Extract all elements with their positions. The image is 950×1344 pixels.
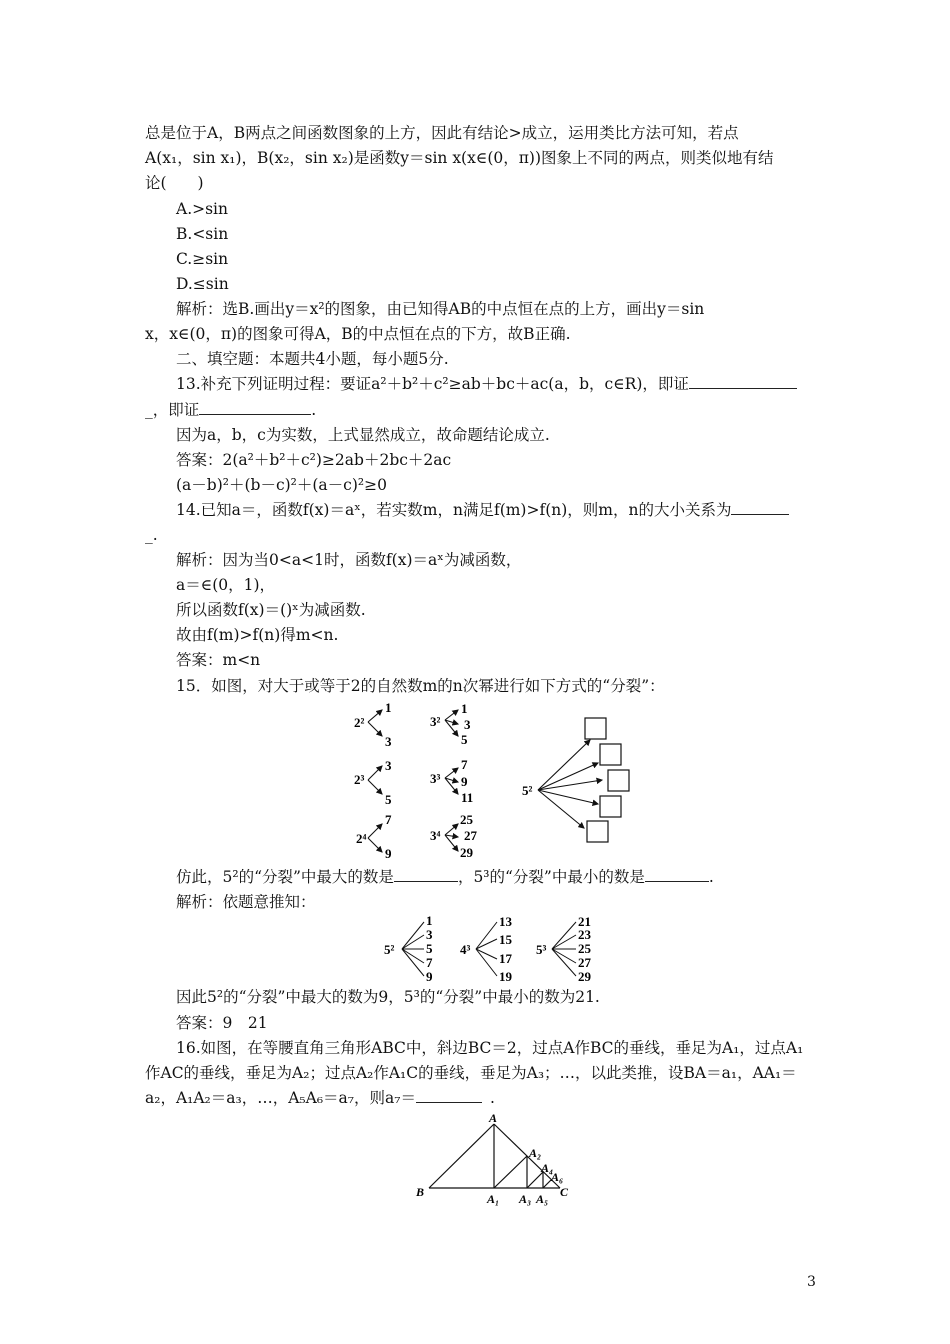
q12-line-1: 总是位于A，B两点之间函数图象的上方，因此有结论>成立，运用类比方法可知，若点 xyxy=(145,124,739,142)
q14-analysis-1: 解析：因为当0<a<1时，函数f(x)＝aˣ为减函数， xyxy=(176,551,522,569)
q14-blank xyxy=(731,500,789,515)
q15-solution-figure xyxy=(380,912,610,984)
q12-analysis-2: x，x∈(0，π)的图象可得A，B的中点恒在点的下方，故B正确. xyxy=(145,325,571,343)
fig2-val: 23 xyxy=(578,927,591,942)
q13-line-3: 因为a，b，c为实数，上式显然成立，故命题结论成立. xyxy=(176,426,550,444)
q12-option-d: D.≤sin xyxy=(176,275,229,293)
q15-analysis: 解析：依题意推知： xyxy=(176,893,316,911)
q13-answer-2: (a－b)²＋(b－c)²＋(a－c)²≥0 xyxy=(176,476,387,494)
q16-blank xyxy=(416,1088,482,1103)
label-A5: A₅ xyxy=(536,1192,549,1206)
fig2-val: 21 xyxy=(578,914,591,929)
fig1-val: 9 xyxy=(385,846,392,861)
q12-option-b: B.<sin xyxy=(176,225,229,243)
label-A1: A₁ xyxy=(487,1192,500,1206)
label-A3: A₃ xyxy=(519,1192,532,1206)
label-A6: A₆ xyxy=(551,1170,564,1184)
fig1-val: 3 xyxy=(385,734,392,749)
label-B: B xyxy=(416,1185,425,1199)
fig2-val: 9 xyxy=(426,969,433,984)
q12-option-c: C.≥sin xyxy=(176,250,229,268)
q15-line-2 xyxy=(176,867,714,887)
q12-line-3: 论( ) xyxy=(145,174,204,192)
fig1-val: 3 xyxy=(464,717,471,732)
q16-line-3 xyxy=(145,1088,495,1108)
q15-text-2a: 仿此，5²的“分裂”中最大的数是 xyxy=(176,868,394,886)
fig2-val: 17 xyxy=(499,951,512,966)
q14-analysis-3: 所以函数f(x)＝()ˣ为减函数. xyxy=(176,601,366,619)
label-C: C xyxy=(560,1185,569,1199)
fig2-val: 3 xyxy=(426,927,433,942)
fig1-val: 29 xyxy=(460,845,473,860)
fig1-base-2-4: 2⁴ xyxy=(356,831,367,846)
fig1-val: 5 xyxy=(461,732,468,747)
fig2-val: 15 xyxy=(499,932,512,947)
q15-blank-1 xyxy=(394,867,458,882)
fig2-val: 25 xyxy=(578,941,591,956)
page-number: 3 xyxy=(807,1274,816,1290)
fig2-base-5-2: 5² xyxy=(384,942,395,957)
fig1-val: 25 xyxy=(460,812,473,827)
q13-blank-1 xyxy=(689,374,797,389)
q13-text-2b: . xyxy=(311,401,317,419)
fig1-val: 7 xyxy=(461,757,468,772)
q13-line-1 xyxy=(176,374,797,394)
label-A4: A₄ xyxy=(541,1161,554,1175)
fig2-val: 7 xyxy=(426,955,433,970)
q16-line-1: 16.如图，在等腰直角三角形ABC中，斜边BC＝2，过点A作BC的垂线，垂足为A₁，过点A₁ xyxy=(176,1039,804,1057)
q14-analysis-4: 故由f(m)>f(n)得m<n. xyxy=(176,626,339,644)
q15-answer: 答案：9 21 xyxy=(176,1014,268,1032)
q13-line-2 xyxy=(145,400,316,420)
q12-analysis-1: 解析：选B.画出y＝x²的图象，由已知得AB的中点恒在点的上方，画出y＝sin xyxy=(176,300,705,318)
fig1-base-2-2: 2² xyxy=(354,715,365,730)
q15-text-2c: . xyxy=(708,868,714,886)
q15-blank-2 xyxy=(645,867,709,882)
fig2-val: 27 xyxy=(578,955,591,970)
fig1-val: 7 xyxy=(385,812,392,827)
q13-answer-1: 答案：2(a²＋b²＋c²)≥2ab＋2bc＋2ac xyxy=(176,451,452,469)
label-A: A xyxy=(489,1111,498,1125)
label-A2: A₂ xyxy=(529,1146,542,1160)
fig2-val: 29 xyxy=(578,969,591,984)
fig1-val: 1 xyxy=(385,700,392,715)
fig1-base-3-4: 3⁴ xyxy=(430,828,441,843)
fig2-base-5-3: 5³ xyxy=(536,942,547,957)
q16-text-3a: a₂，A₁A₂＝a₃，…，A₅A₆＝a₇，则a₇＝ xyxy=(145,1089,416,1107)
q14-line-2: _. xyxy=(145,526,158,544)
fig2-val: 5 xyxy=(426,941,433,956)
q12-line-2: A(x₁，sin x₁)，B(x₂，sin x₂)是函数y＝sin x(x∈(0，π))图象上不同的两点，则类似地有结 xyxy=(145,149,774,167)
q14-analysis-2: a＝∈(0，1)， xyxy=(176,576,276,594)
q14-answer: 答案：m<n xyxy=(176,651,261,669)
q16-line-2: 作AC的垂线，垂足为A₂；过点A₂作A₁C的垂线，垂足为A₃；…，以此类推，设BA＝a₁，AA₁＝ xyxy=(145,1064,797,1082)
fig2-val: 19 xyxy=(499,969,512,984)
q15-split-figure xyxy=(340,700,640,865)
fig1-val: 3 xyxy=(385,758,392,773)
fig2-base-4-3: 4³ xyxy=(460,942,471,957)
fig1-val: 11 xyxy=(461,790,474,805)
q13-text-2a: _，即证 xyxy=(145,401,200,419)
q16-text-3b: . xyxy=(489,1089,495,1107)
fig1-base-3-3: 3³ xyxy=(430,771,441,786)
fig1-base-3-2: 3² xyxy=(430,714,441,729)
q13-blank-2 xyxy=(199,400,311,415)
q15-conclusion: 因此5²的“分裂”中最大的数为9，5³的“分裂”中最小的数为21. xyxy=(176,988,600,1006)
fig1-val: 9 xyxy=(461,774,468,789)
fig1-val: 27 xyxy=(464,828,477,843)
q15-line-1: 15．如图，对大于或等于2的自然数m的n次幂进行如下方式的“分裂”： xyxy=(176,677,665,695)
q14-text: 14.已知a＝，函数f(x)＝aˣ，若实数m，n满足f(m)>f(n)，则m，n的大小关系为 xyxy=(176,501,732,519)
fig1-val: 1 xyxy=(461,701,468,716)
q14-line-1 xyxy=(176,500,789,520)
section-fill-in-heading: 二、填空题：本题共4小题，每小题5分. xyxy=(176,350,449,368)
fig1-base-2-3: 2³ xyxy=(354,772,365,787)
fig1-val: 5 xyxy=(385,792,392,807)
q13-text: 13.补充下列证明过程：要证a²＋b²＋c²≥ab＋bc＋ac(a，b，c∈R)，即证 xyxy=(176,375,689,393)
fig1-base-5-2: 5² xyxy=(522,783,533,798)
fig2-val: 1 xyxy=(426,913,433,928)
q15-text-2b: ，5³的“分裂”中最小的数是 xyxy=(457,868,645,886)
q16-triangle-figure xyxy=(405,1110,585,1210)
q12-option-a: A.>sin xyxy=(176,200,229,218)
fig2-val: 13 xyxy=(499,914,512,929)
